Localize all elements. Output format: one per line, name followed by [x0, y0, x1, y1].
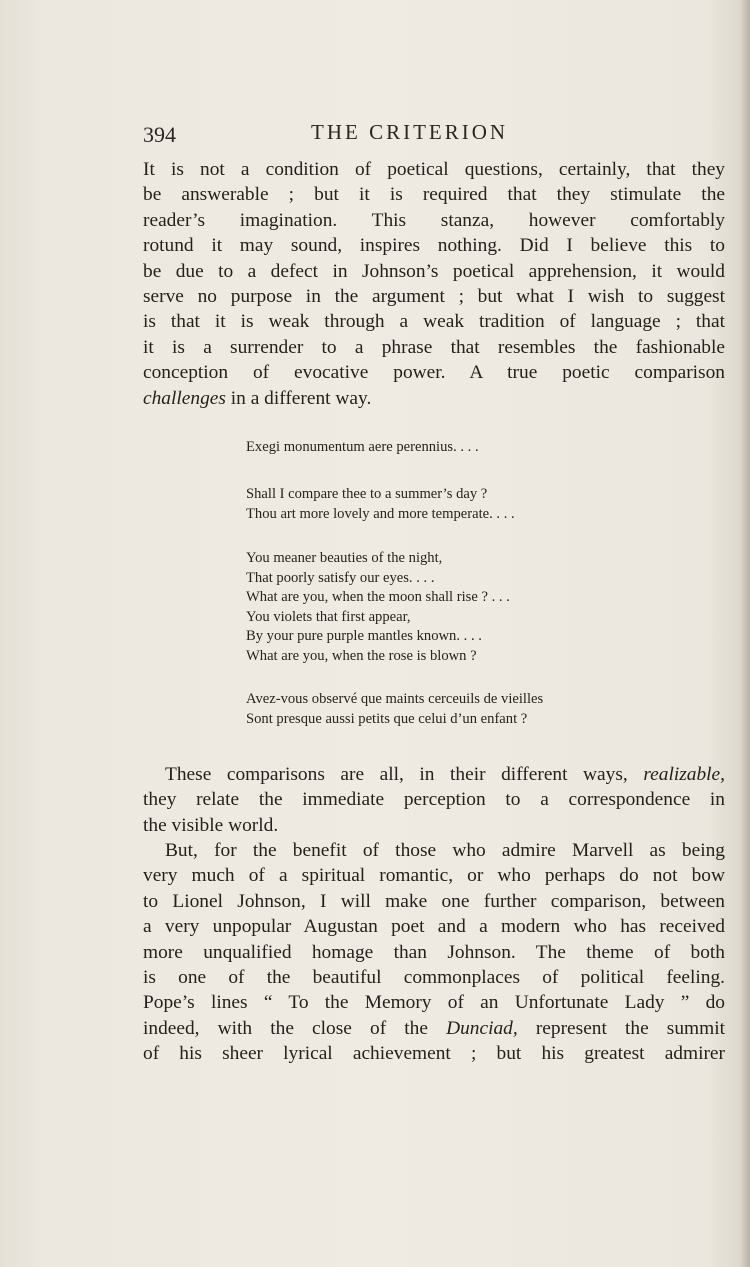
verse-line: Avez-vous observé que maints cerceuils de vieilles: [246, 691, 544, 707]
verse-line: Sont presque aussi petits que celui d’un enfant ?: [246, 710, 528, 727]
verse-line: What are you, when the rose is blown ?: [246, 647, 477, 664]
text-line: it is a surrender to a phrase that resembles the fashionable: [143, 336, 725, 358]
text-line: [143, 762, 725, 787]
quotation-3: [246, 549, 666, 667]
stanza: [246, 549, 666, 667]
page-header: [143, 118, 725, 152]
paragraph-2: [143, 762, 725, 838]
verse-line: What are you, when the moon shall rise ? . . .: [246, 589, 510, 606]
text-fragment: represent the summit: [517, 1017, 725, 1039]
verse-line: By your pure purple mantles known. . . .: [246, 628, 482, 645]
verse-line: That poorly satisfy our eyes. . . .: [246, 569, 435, 586]
text-fragment: in a different way.: [225, 387, 372, 409]
text-line: very much of a spiritual romantic, or who perhaps do not bow: [143, 865, 725, 887]
page-number: 394: [143, 122, 176, 147]
text-line: rotund it may sound, inspires nothing. Did I believe this to: [143, 235, 725, 257]
verse-line: You meaner beauties of the night,: [246, 550, 443, 566]
verse-line: Thou art more lovely and more temperate. . . .: [246, 505, 515, 522]
italic-word: challenges: [143, 387, 226, 409]
text-line: be answerable ; but it is required that they stimulate the: [143, 184, 725, 206]
text-line: be due to a defect in Johnson’s poetical apprehension, it would: [143, 260, 725, 282]
text-line: It is not a condition of poetical questions, certainly, that they: [143, 159, 725, 180]
text-line: more unqualified homage than Johnson. The theme of both: [143, 941, 725, 963]
text-fragment: indeed, with the close of the: [143, 1017, 447, 1039]
text-line: a very unpopular Augustan poet and a modern who has received: [143, 916, 725, 938]
running-head: THE CRITERION: [311, 120, 509, 144]
italic-word: Dunciad,: [446, 1017, 518, 1039]
paragraph-1: [143, 157, 725, 411]
stanza: [246, 690, 666, 729]
text-fragment: These comparisons are all, in their different ways,: [165, 764, 644, 785]
stanza: [246, 485, 666, 524]
text-line: the visible world.: [143, 814, 279, 836]
text-line: [143, 386, 725, 411]
text-line: serve no purpose in the argument ; but what I wish to suggest: [143, 285, 725, 307]
paragraph-3: [143, 838, 725, 1067]
text-line: to Lionel Johnson, I will make one further comparison, between: [143, 890, 725, 912]
text-line: [143, 1016, 725, 1041]
verse-line: Exegi monumentum aere perennius. . . .: [246, 439, 479, 455]
text-line: Pope’s lines “ To the Memory of an Unfortunate Lady ” do: [143, 992, 725, 1014]
text-line: is one of the beautiful commonplaces of political feeling.: [143, 966, 725, 988]
quotation-2: [246, 485, 666, 524]
text-line: they relate the immediate perception to a correspondence in: [143, 789, 725, 811]
italic-word: realizable,: [643, 764, 725, 785]
text-line: reader’s imagination. This stanza, however comfortably: [143, 209, 725, 231]
text-line: of his sheer lyrical achievement ; but his greatest admirer: [143, 1043, 725, 1065]
text-line: conception of evocative power. A true poetic comparison: [143, 362, 725, 384]
page-edge-shadow: [740, 0, 750, 1267]
stanza: [246, 438, 666, 458]
text-line: is that it is weak through a weak tradition of language ; that: [143, 311, 725, 333]
quotation-4: [246, 690, 666, 729]
verse-line: Shall I compare thee to a summer’s day ?: [246, 486, 488, 502]
text-line: But, for the benefit of those who admire Marvell as being: [165, 840, 725, 861]
verse-line: You violets that first appear,: [246, 608, 411, 625]
quotation-1: [246, 438, 666, 458]
